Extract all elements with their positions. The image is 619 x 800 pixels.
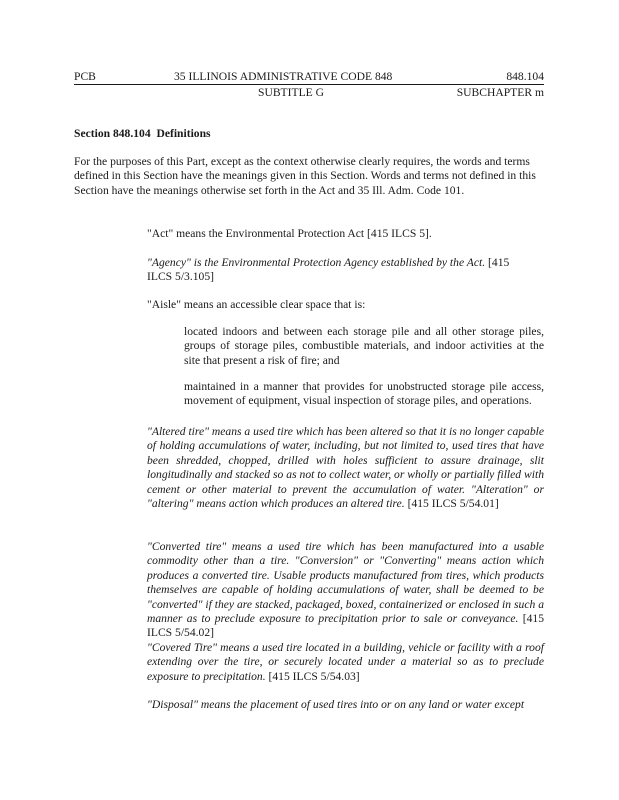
- intro-paragraph: For the purposes of this Part, except as the context otherwise clearly requires, the words and terms defined in this Section have the meanings given in this Section. Words and terms not defined in this Section have the meanings otherwise set forth in the Act and 35 Ill. Adm. Code 101.: [74, 155, 536, 197]
- definition-aisle: "Aisle" means an accessible clear space that is:: [147, 298, 366, 311]
- definition-agency-citation: [415 ILCS 5/3.105]: [147, 256, 510, 284]
- running-header: [74, 70, 544, 84]
- section-title: Definitions: [156, 127, 211, 140]
- definition-disposal: [147, 698, 544, 712]
- definition-agency: [147, 256, 517, 285]
- header-rule: [74, 84, 544, 85]
- definition-converted-tire-text: "Converted tire" means a used tire which has been manufactured into a usable commodity other than a tire. "Conversion" or "Converting" means action which produces a converted tire. Usable products manufactured from tires, which products themselves are capable of holding accumulations of water, shall be deemed to be "converted" if they are stacked, packaged, boxed, containerized or enclosed in such a manner as to preclude exposure to precipitation prior to sale or conveyance.: [147, 540, 544, 626]
- definition-aisle-item-1: located indoors and between each storage pile and all other storage piles, groups of storage piles, combustible materials, and indoor activities at the site that present a risk of fire; and: [184, 325, 544, 367]
- section-number: Section 848.104: [74, 127, 151, 140]
- definition-agency-text: "Agency" is the Environmental Protection Agency established by the Act.: [147, 256, 486, 269]
- definition-disposal-text: "Disposal" means the placement of used tires into or on any land or water except: [147, 698, 525, 711]
- definition-converted-tire-citation: [415 ILCS 5/54.02]: [147, 612, 545, 640]
- section-heading: [74, 127, 211, 141]
- definition-altered-tire-citation: [415 ILCS 5/54.01]: [404, 497, 499, 511]
- running-subheader: [74, 86, 544, 100]
- definition-converted-tire: [147, 540, 544, 641]
- header-subtitle: SUBTITLE G: [258, 86, 325, 99]
- definition-aisle-item-2: maintained in a manner that provides for unobstructed storage pile access, movement of equipment, visual inspection of storage piles, and operations.: [184, 380, 544, 408]
- definition-altered-tire-text: "Altered tire" means a used tire which has been altered so that it is no longer capable of holding accumulations of water, including, but not limited to, used tires that have been shredded, chopped, drilled with holes sufficient to assure drainage, slit longitudinally and stacked so as not to collect water, or wholly or partially filled with cement or other material to prevent the accumulation of water. "Alteration" or "altering" means action which produces an altered tire.: [147, 425, 544, 511]
- definition-covered-tire-citation: [415 ILCS 5/54.03]: [265, 669, 360, 683]
- definition-act: "Act" means the Environmental Protection Act [415 ILCS 5].: [147, 227, 432, 240]
- definition-covered-tire-text: "Covered Tire" means a used tire located in a building, vehicle or facility with a roof extending over the tire, or securely located under a material so as to preclude exposure to precipitation.: [147, 641, 544, 683]
- definition-covered-tire: [147, 641, 544, 684]
- header-subchapter: SUBCHAPTER m: [456, 86, 544, 99]
- header-code-title: 35 ILLINOIS ADMINISTRATIVE CODE 848: [174, 70, 393, 83]
- definition-altered-tire: [147, 425, 544, 511]
- header-section-number: 848.104: [506, 70, 544, 83]
- header-agency: PCB: [74, 70, 96, 83]
